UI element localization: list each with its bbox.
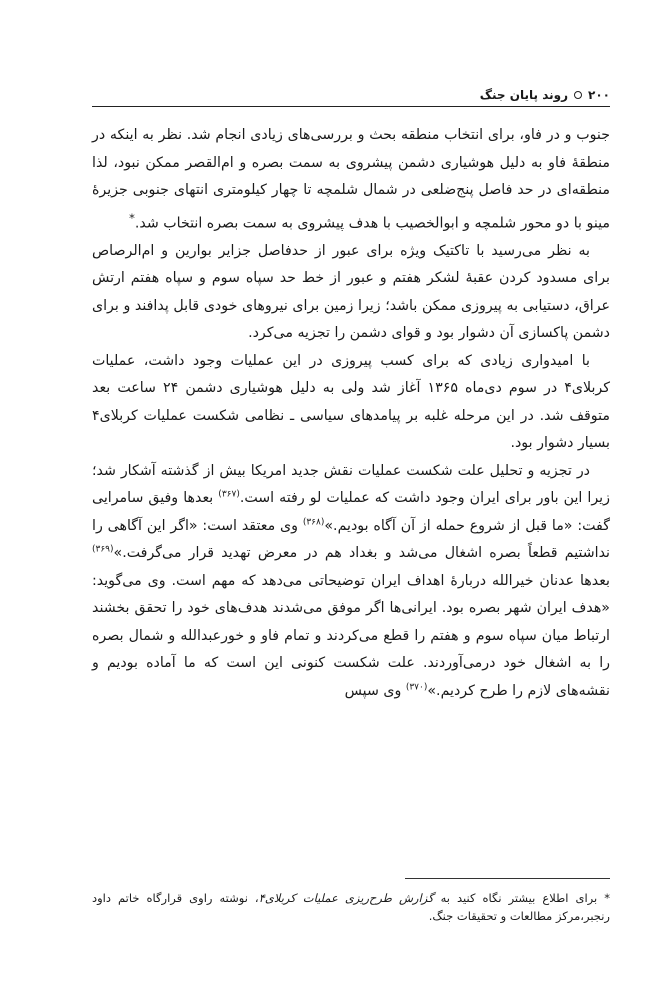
paragraph-2: به نظر می‌رسید با تاکتیک ویژه برای عبور از حدفاصل جزایر بوارین و ام‌الرصاص برای مسدود کردن عقبهٔ لشکر هفتم و عبور از خط حد سپاه سوم و سپاه هفتم ارتش عراق، دستیابی به پیروزی ممکن باشد؛ زیرا زمین برای نیروهای خودی قابل پدافند و برای دشمن پاکسازی آن دشوار بود و قوای دشمن را تجزیه می‌کرد. (92, 242, 610, 342)
reference-number: (۳۶۷) (218, 489, 240, 500)
paragraph-4-text: وی سپس (344, 682, 406, 699)
paragraph-3: با امیدواری زیادی که برای کسب پیروزی در این عملیات وجود داشت، عملیات کربلای۴ در سوم دی‌ماه ۱۳۶۵ آغاز شد ولی به دلیل هوشیاری دشمن ۲۴ ساعت بعد متوقف شد. در این مرحله غلبه بر پیامدهای سیاسی ـ نظامی شکست عملیات کربلای۴ بسیار دشوار بود. (92, 352, 610, 452)
footnote-rule (405, 878, 610, 879)
paragraph-4-text: بعدها وفیق سامرایی گفت: «ما قبل از شروع حمله از آن آگاه بودیم.» (92, 490, 610, 534)
footnote-tail: ، نوشته راوی قرارگاه خاتم داود رنجبر،مرکز مطالعات و تحقیقات جنگ. (92, 891, 610, 923)
running-header (92, 86, 610, 104)
paragraph-4-text: بعدها عدنان خیرالله دربارهٔ اهداف ایران توضیحاتی می‌دهد که مهم است. وی می‌گوید: «هدف ایران شهر بصره بود. ایرانی‌ها اگر موفق می‌شدند هدف‌های خود را تحقق بخشند ارتباط میان سپاه سوم و هفتم را قطع می‌کردند و تمام فاو و خورعبدالله و شمال بصره را به اشغال خود درمی‌آوردند. علت شکست کنونی این است که ما آماده بودیم و نقشه‌های لازم را طرح کردیم.» (92, 572, 610, 699)
paragraph-1 (92, 122, 610, 238)
running-title: روند پایان جنگ (479, 88, 569, 102)
reference-number: (۳۶۹) (92, 544, 114, 555)
footnote-lead: * برای اطلاع بیشتر نگاه کنید به (433, 891, 610, 905)
header-rule (92, 106, 610, 107)
paragraph-4 (92, 458, 610, 706)
circle-ornament-icon (574, 91, 582, 99)
reference-number: (۳۷۰) (405, 682, 428, 692)
footnote-marker: * (128, 210, 135, 225)
page-number: ۲۰۰ (588, 88, 610, 102)
footnote (92, 889, 610, 925)
footnote-source-title: گزارش طرح‌ریزی عملیات کربلای۴ (258, 891, 434, 905)
body-text (92, 122, 610, 705)
paragraph-4-text: در تجزیه و تحلیل علت شکست عملیات نقش جدید امریکا بیش از گذشته آشکار شد؛ زیرا این باور برای ایران وجود داشت که عملیات لو رفته است. (92, 462, 610, 507)
reference-number: (۳۶۸) (302, 517, 325, 527)
paragraph-4-text: وی معتقد است: «اگر این آگاهی را نداشتیم قطعاً بصره اشغال می‌شد و بغداد هم در معرض تهدید قرار می‌گرفت.» (92, 517, 610, 562)
paragraph-1-text: جنوب و در فاو، برای انتخاب منطقه بحث و بررسی‌های زیادی انجام شد. نظر به اینکه در منطقهٔ فاو به دلیل هوشیاری دشمن پیشروی به سمت بصره و ام‌القصر ممکن نبود، لذا منطقه‌ای در حد فاصل پنج‌ضلعی در شمال شلمچه تا چهار کیلومتری انتهای جنوبی جزیرهٔ مینو با دو محور شلمچه و ابوالخصیب با هدف پیشروی به سمت بصره انتخاب شد. (92, 127, 610, 232)
